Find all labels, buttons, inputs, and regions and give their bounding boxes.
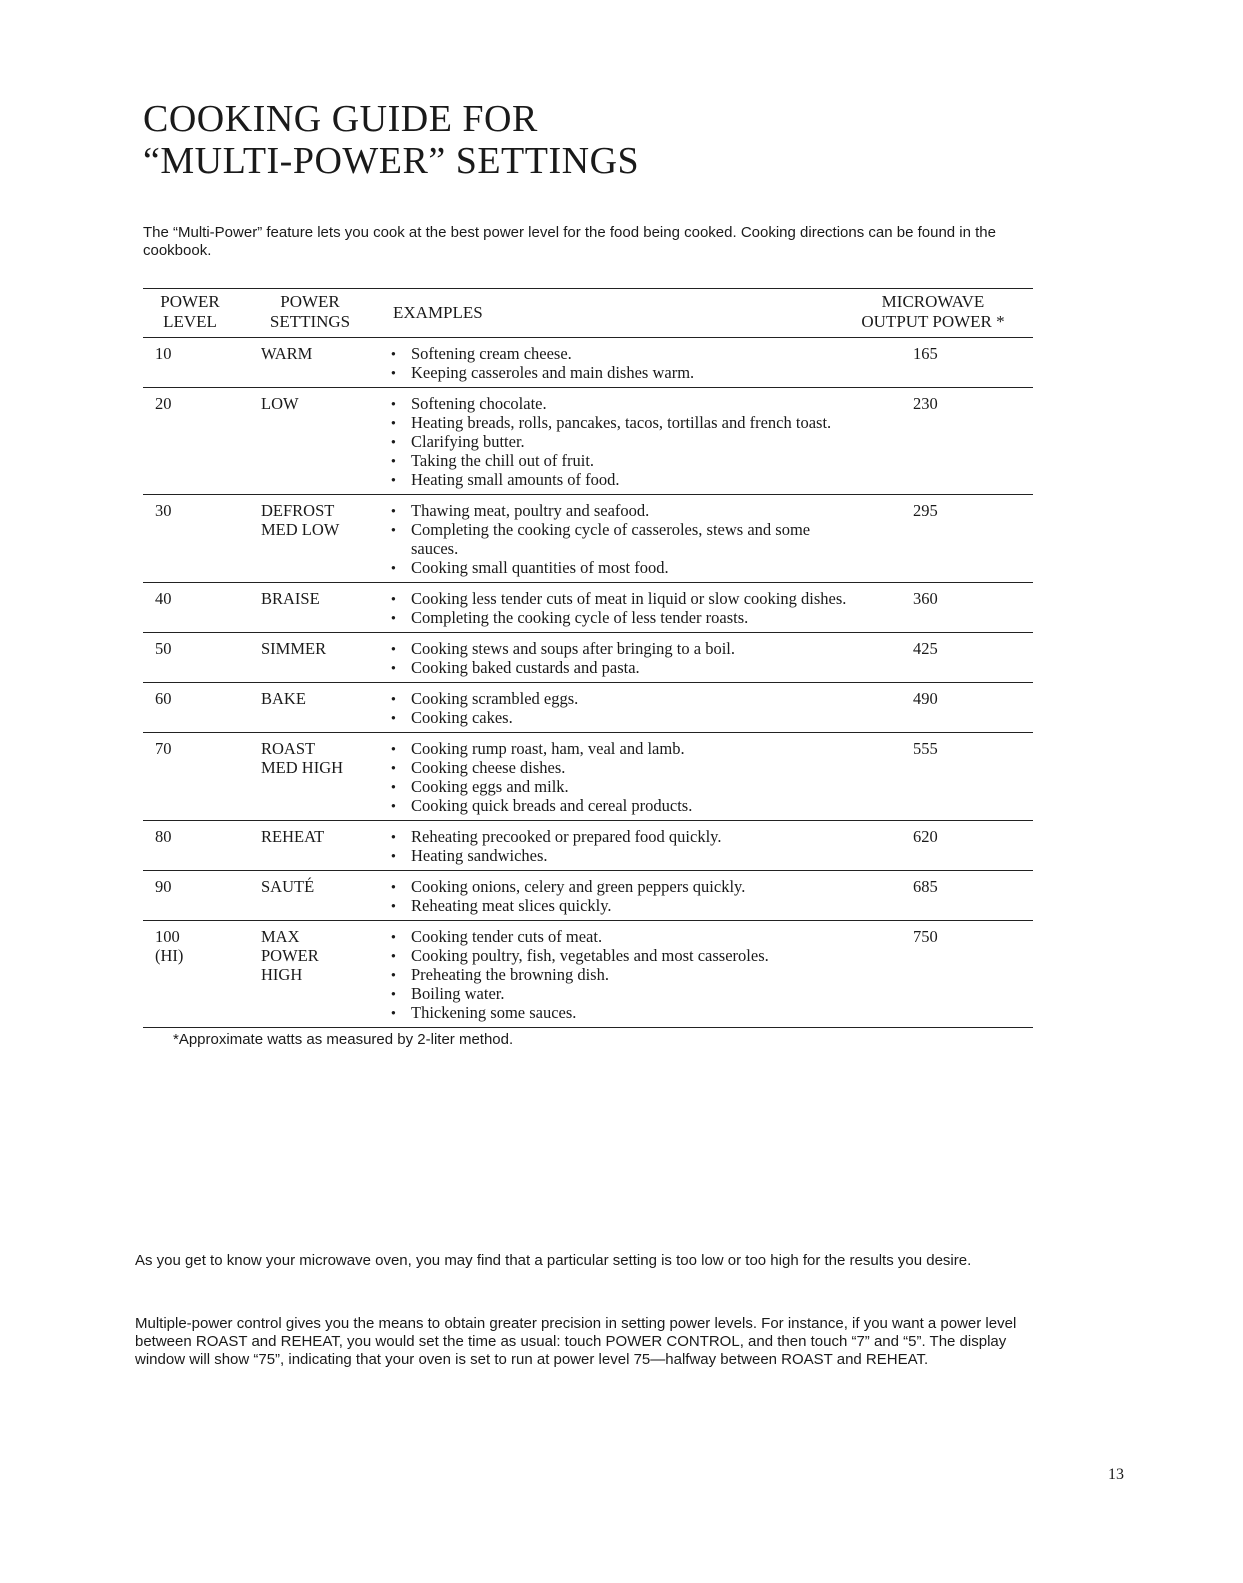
example-item: ● Cooking tender cuts of meat.: [391, 927, 861, 946]
example-item: ● Cooking small quantities of most food.: [391, 558, 861, 577]
table-header: [143, 289, 1033, 337]
output-power-cell: 620: [913, 827, 938, 846]
examples-list: [391, 827, 861, 865]
paragraph-2: Multiple-power control gives you the means to obtain greater precision in setting power levels. For instance, if you want a power level between ROAST and REHEAT, you would set the time as usual: touch POWER CONTROL, and then touch “7” and “5”. The display window will show “75”, indicating that your oven is set to run at power level 75—halfway between ROAST and REHEAT.: [135, 1315, 1017, 1368]
example-item: ● Cooking rump roast, ham, veal and lamb.: [391, 739, 861, 758]
power-setting-cell: REHEAT: [261, 827, 325, 846]
table-footnote: *Approximate watts as measured by 2-liter method.: [173, 1031, 514, 1048]
example-item: ● Reheating meat slices quickly.: [391, 896, 861, 915]
power-level-cell: 100 (HI): [155, 927, 184, 965]
examples-list: [391, 689, 861, 727]
power-setting-cell: MAX POWER HIGH: [261, 927, 319, 984]
power-setting-cell: WARM: [261, 344, 313, 363]
power-setting-cell: BRAISE: [261, 589, 320, 608]
power-level-cell: 60: [155, 689, 172, 708]
example-item: ● Cooking scrambled eggs.: [391, 689, 861, 708]
header-examples: EXAMPLES: [393, 303, 483, 322]
table-row: [143, 870, 1033, 920]
example-item: ● Heating breads, rolls, pancakes, tacos, tortillas and french toast.: [391, 413, 861, 432]
table-row: [143, 820, 1033, 870]
example-item: ● Completing the cooking cycle of less tender roasts.: [391, 608, 861, 627]
examples-list: [391, 739, 861, 815]
intro-text: The “Multi-Power” feature lets you cook at the best power level for the food being cooked. Cooking directions can be found in the cookbook.: [143, 224, 996, 259]
example-item: ● Clarifying butter.: [391, 432, 861, 451]
power-level-cell: 90: [155, 877, 172, 896]
example-item: ● Cooking eggs and milk.: [391, 777, 861, 796]
example-item: ● Keeping casseroles and main dishes warm.: [391, 363, 861, 382]
table-row: [143, 682, 1033, 732]
example-item: ● Cooking quick breads and cereal products.: [391, 796, 861, 815]
header-power-level: POWER LEVEL: [160, 292, 220, 331]
table-bottom-rule: [143, 1027, 1033, 1028]
output-power-cell: 555: [913, 739, 938, 758]
example-item: ● Heating small amounts of food.: [391, 470, 861, 489]
power-level-cell: 30: [155, 501, 172, 520]
power-setting-cell: DEFROST MED LOW: [261, 501, 340, 539]
output-power-cell: 360: [913, 589, 938, 608]
power-level-cell: 10: [155, 344, 172, 363]
output-power-cell: 165: [913, 344, 938, 363]
examples-list: [391, 501, 861, 577]
example-item: ● Heating sandwiches.: [391, 846, 861, 865]
example-item: ● Thawing meat, poultry and seafood.: [391, 501, 861, 520]
example-item: ● Thickening some sauces.: [391, 1003, 861, 1022]
example-item: ● Completing the cooking cycle of casseroles, stews and some sauces.: [391, 520, 861, 558]
table-row: [143, 732, 1033, 820]
power-setting-cell: SIMMER: [261, 639, 327, 658]
table-row: [143, 632, 1033, 682]
example-item: ● Cooking cakes.: [391, 708, 861, 727]
table-row: [143, 582, 1033, 632]
example-item: ● Boiling water.: [391, 984, 861, 1003]
power-level-cell: 20: [155, 394, 172, 413]
table-row: [143, 494, 1033, 582]
examples-list: [391, 344, 861, 382]
example-item: ● Cooking baked custards and pasta.: [391, 658, 861, 677]
table-body: [143, 337, 1033, 1027]
table-row: [143, 920, 1033, 1027]
example-item: ● Cooking cheese dishes.: [391, 758, 861, 777]
power-level-cell: 80: [155, 827, 172, 846]
power-setting-cell: ROAST MED HIGH: [261, 739, 344, 777]
examples-list: [391, 394, 861, 489]
examples-list: [391, 589, 861, 627]
example-item: ● Reheating precooked or prepared food quickly.: [391, 827, 861, 846]
example-item: ● Taking the chill out of fruit.: [391, 451, 861, 470]
header-output-power: MICROWAVE OUTPUT POWER *: [861, 292, 1005, 331]
examples-list: [391, 639, 861, 677]
page-number: 13: [1108, 1466, 1124, 1483]
power-level-cell: 40: [155, 589, 172, 608]
example-item: ● Softening cream cheese.: [391, 344, 861, 363]
power-setting-cell: BAKE: [261, 689, 306, 708]
table-row: [143, 387, 1033, 494]
header-power-settings: POWER SETTINGS: [269, 292, 351, 331]
power-level-cell: 70: [155, 739, 172, 758]
page-title-line-1: COOKING GUIDE FOR: [143, 98, 538, 140]
example-item: ● Cooking poultry, fish, vegetables and most casseroles.: [391, 946, 861, 965]
examples-list: [391, 927, 861, 1022]
examples-list: [391, 877, 861, 915]
power-level-cell: 50: [155, 639, 172, 658]
power-setting-cell: LOW: [261, 394, 299, 413]
table-row: [143, 337, 1033, 387]
page-title: [143, 98, 1043, 182]
example-item: ● Cooking onions, celery and green peppers quickly.: [391, 877, 861, 896]
output-power-cell: 490: [913, 689, 938, 708]
output-power-cell: 685: [913, 877, 938, 896]
output-power-cell: 750: [913, 927, 938, 946]
example-item: ● Preheating the browning dish.: [391, 965, 861, 984]
output-power-cell: 230: [913, 394, 938, 413]
page-title-line-2: “MULTI-POWER” SETTINGS: [143, 140, 640, 182]
power-setting-cell: SAUTÉ: [261, 877, 315, 896]
paragraph-1: As you get to know your microwave oven, you may find that a particular setting is too low or too high for the results you desire.: [135, 1252, 972, 1269]
power-settings-table: [143, 288, 1033, 1049]
example-item: ● Softening chocolate.: [391, 394, 861, 413]
output-power-cell: 425: [913, 639, 938, 658]
example-item: ● Cooking stews and soups after bringing to a boil.: [391, 639, 861, 658]
output-power-cell: 295: [913, 501, 938, 520]
example-item: ● Cooking less tender cuts of meat in liquid or slow cooking dishes.: [391, 589, 861, 608]
